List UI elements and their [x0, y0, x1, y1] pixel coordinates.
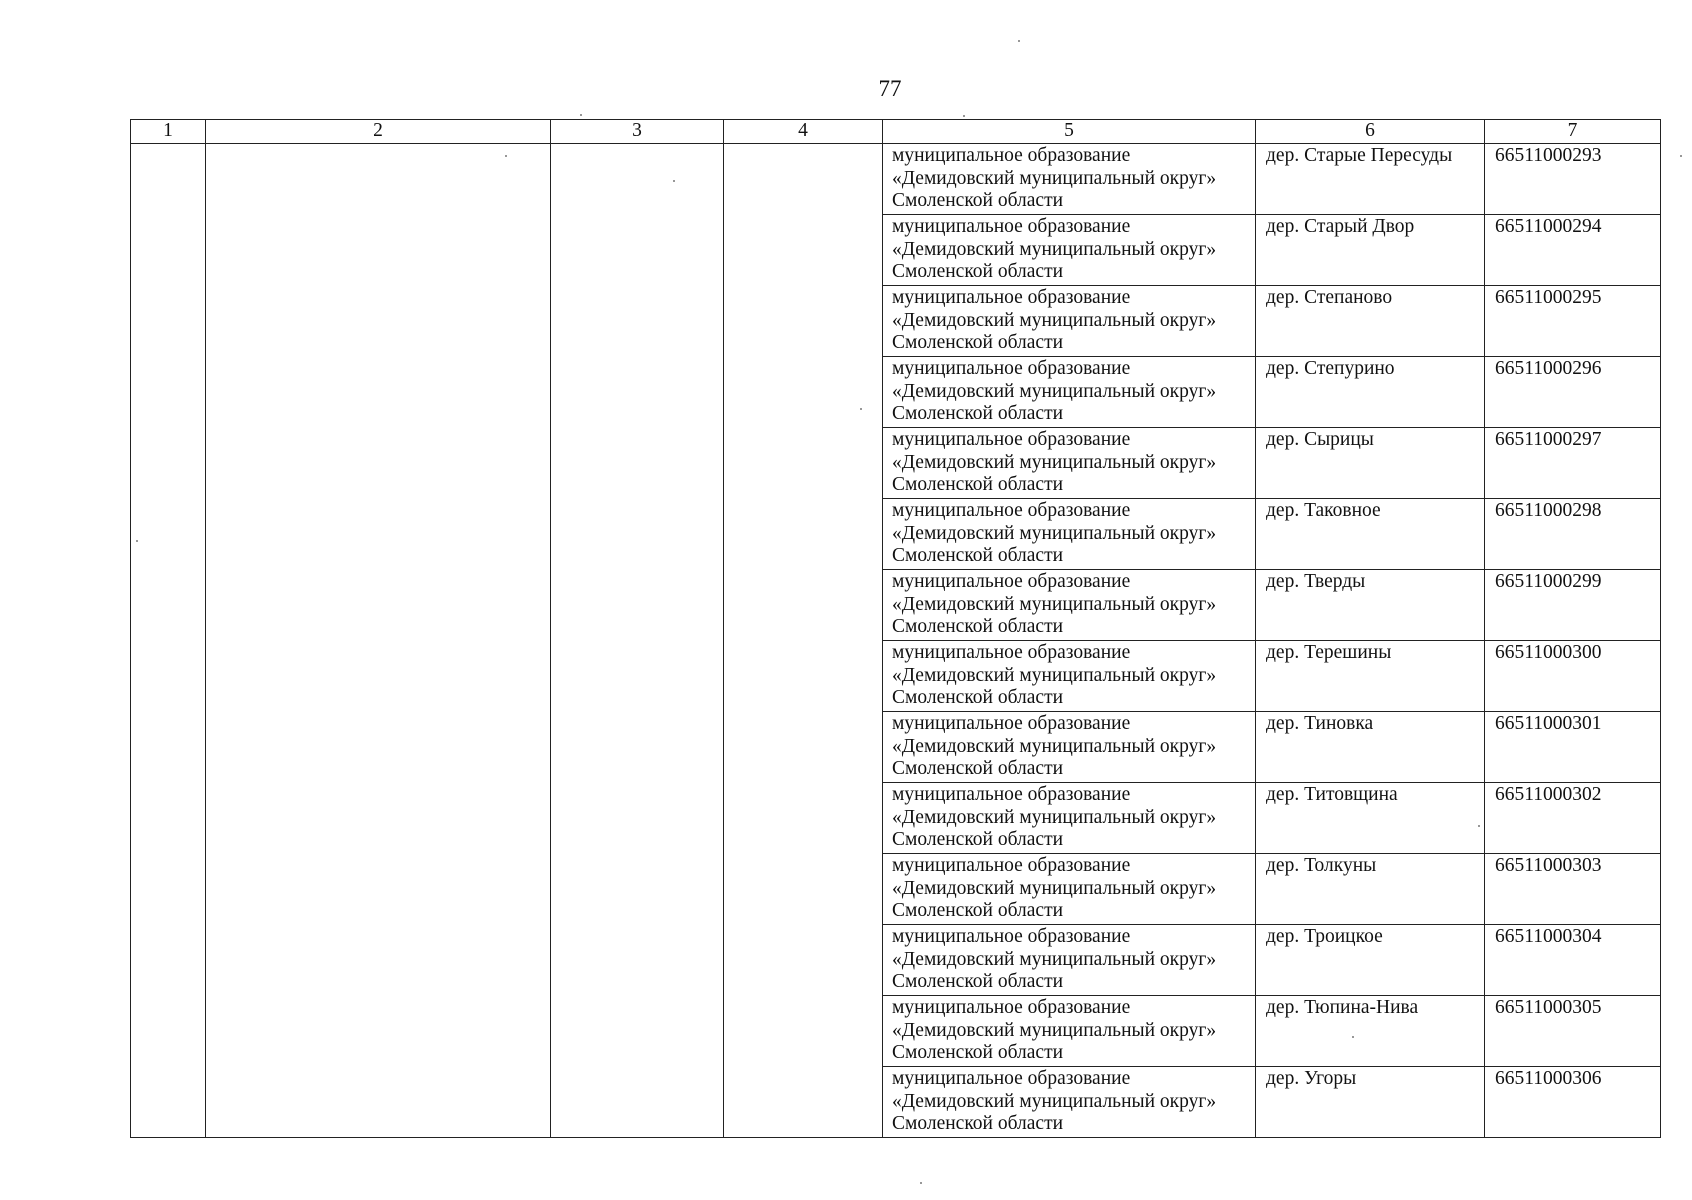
code-cell: 66511000303: [1485, 854, 1661, 925]
column-header-5: 5: [883, 120, 1256, 144]
page-number: 77: [878, 76, 902, 101]
municipality-cell: [883, 215, 1256, 286]
code-cell: 66511000301: [1485, 712, 1661, 783]
municipality-line: «Демидовский муниципальный округ»: [892, 1019, 1217, 1041]
scan-speck: [580, 114, 582, 116]
municipality-cell: [883, 499, 1256, 570]
column-header-6: 6: [1256, 120, 1485, 144]
municipality-cell: [883, 712, 1256, 783]
municipality-line: «Демидовский муниципальный округ»: [892, 1090, 1217, 1112]
municipality-line: «Демидовский муниципальный округ»: [892, 664, 1217, 686]
merged-cell-col-2: [206, 144, 551, 1138]
municipality-line: Смоленской области: [892, 1113, 1064, 1134]
code-cell: 66511000295: [1485, 286, 1661, 357]
scan-speck: [1352, 1036, 1354, 1038]
code-cell: 66511000306: [1485, 1067, 1661, 1138]
settlement-cell: дер. Сырицы: [1256, 428, 1485, 499]
municipality-line: Смоленской области: [892, 971, 1064, 992]
settlement-cell: дер. Толкуны: [1256, 854, 1485, 925]
municipality-line: «Демидовский муниципальный округ»: [892, 735, 1217, 757]
municipality-cell: [883, 570, 1256, 641]
municipality-line: «Демидовский муниципальный округ»: [892, 593, 1217, 615]
scan-speck: [963, 115, 965, 117]
municipality-line: муниципальное образование: [892, 926, 1131, 947]
municipality-cell: [883, 144, 1256, 215]
municipality-line: муниципальное образование: [892, 855, 1131, 876]
column-header-3: 3: [551, 120, 724, 144]
code-cell: 66511000300: [1485, 641, 1661, 712]
table-row: [131, 144, 1661, 215]
merged-cell-col-4: [724, 144, 883, 1138]
municipality-line: муниципальное образование: [892, 713, 1131, 734]
municipality-line: Смоленской области: [892, 687, 1064, 708]
table-body: [131, 144, 1661, 1138]
settlement-cell: дер. Тверды: [1256, 570, 1485, 641]
scan-speck: [1018, 40, 1020, 42]
municipality-line: муниципальное образование: [892, 1068, 1131, 1089]
municipality-cell: [883, 996, 1256, 1067]
column-header-7: 7: [1485, 120, 1661, 144]
municipality-line: «Демидовский муниципальный округ»: [892, 380, 1217, 402]
settlement-cell: дер. Таковное: [1256, 499, 1485, 570]
settlements-table: [130, 119, 1661, 1138]
municipality-line: муниципальное образование: [892, 500, 1131, 521]
municipality-line: муниципальное образование: [892, 429, 1131, 450]
header-row: [131, 120, 1661, 144]
settlement-cell: дер. Старый Двор: [1256, 215, 1485, 286]
municipality-line: «Демидовский муниципальный округ»: [892, 877, 1217, 899]
municipality-line: Смоленской области: [892, 474, 1064, 495]
municipality-cell: [883, 783, 1256, 854]
municipality-cell: [883, 854, 1256, 925]
settlement-cell: дер. Старые Пересуды: [1256, 144, 1485, 215]
municipality-line: Смоленской области: [892, 545, 1064, 566]
municipality-line: «Демидовский муниципальный округ»: [892, 451, 1217, 473]
municipality-line: Смоленской области: [892, 900, 1064, 921]
municipality-line: муниципальное образование: [892, 642, 1131, 663]
scan-speck: [920, 1182, 922, 1184]
code-cell: 66511000294: [1485, 215, 1661, 286]
municipality-line: Смоленской области: [892, 758, 1064, 779]
table-header: [131, 120, 1661, 144]
municipality-line: муниципальное образование: [892, 145, 1131, 166]
code-cell: 66511000304: [1485, 925, 1661, 996]
municipality-line: Смоленской области: [892, 403, 1064, 424]
column-header-1: 1: [131, 120, 206, 144]
code-cell: 66511000302: [1485, 783, 1661, 854]
municipality-cell: [883, 428, 1256, 499]
settlement-cell: дер. Угоры: [1256, 1067, 1485, 1138]
column-header-2: 2: [206, 120, 551, 144]
municipality-line: муниципальное образование: [892, 784, 1131, 805]
municipality-line: муниципальное образование: [892, 216, 1131, 237]
municipality-line: Смоленской области: [892, 261, 1064, 282]
merged-cell-col-3: [551, 144, 724, 1138]
municipality-line: «Демидовский муниципальный округ»: [892, 238, 1217, 260]
municipality-line: «Демидовский муниципальный округ»: [892, 806, 1217, 828]
merged-cell-col-1: [131, 144, 206, 1138]
code-cell: 66511000299: [1485, 570, 1661, 641]
settlement-cell: дер. Троицкое: [1256, 925, 1485, 996]
settlement-cell: дер. Титовщина: [1256, 783, 1485, 854]
municipality-cell: [883, 286, 1256, 357]
municipality-cell: [883, 1067, 1256, 1138]
municipality-line: Смоленской области: [892, 829, 1064, 850]
code-cell: 66511000305: [1485, 996, 1661, 1067]
settlement-cell: дер. Тюпина-Нива: [1256, 996, 1485, 1067]
settlement-cell: дер. Терешины: [1256, 641, 1485, 712]
scan-speck: [505, 155, 507, 157]
municipality-line: муниципальное образование: [892, 358, 1131, 379]
code-cell: 66511000293: [1485, 144, 1661, 215]
scan-speck: [1680, 155, 1682, 157]
municipality-line: «Демидовский муниципальный округ»: [892, 522, 1217, 544]
code-cell: 66511000298: [1485, 499, 1661, 570]
settlement-cell: дер. Тиновка: [1256, 712, 1485, 783]
settlement-cell: дер. Степурино: [1256, 357, 1485, 428]
municipality-line: «Демидовский муниципальный округ»: [892, 167, 1217, 189]
municipality-line: Смоленской области: [892, 332, 1064, 353]
municipality-cell: [883, 357, 1256, 428]
municipality-line: Смоленской области: [892, 190, 1064, 211]
scan-speck: [673, 180, 675, 182]
scan-speck: [136, 540, 138, 542]
municipality-line: «Демидовский муниципальный округ»: [892, 948, 1217, 970]
scan-speck: [1478, 825, 1480, 827]
municipality-line: Смоленской области: [892, 1042, 1064, 1063]
municipality-line: муниципальное образование: [892, 287, 1131, 308]
municipality-cell: [883, 925, 1256, 996]
settlement-cell: дер. Степаново: [1256, 286, 1485, 357]
column-header-4: 4: [724, 120, 883, 144]
municipality-line: «Демидовский муниципальный округ»: [892, 309, 1217, 331]
scan-speck: [860, 408, 862, 410]
municipality-line: муниципальное образование: [892, 571, 1131, 592]
code-cell: 66511000296: [1485, 357, 1661, 428]
code-cell: 66511000297: [1485, 428, 1661, 499]
municipality-line: муниципальное образование: [892, 997, 1131, 1018]
municipality-cell: [883, 641, 1256, 712]
municipality-line: Смоленской области: [892, 616, 1064, 637]
